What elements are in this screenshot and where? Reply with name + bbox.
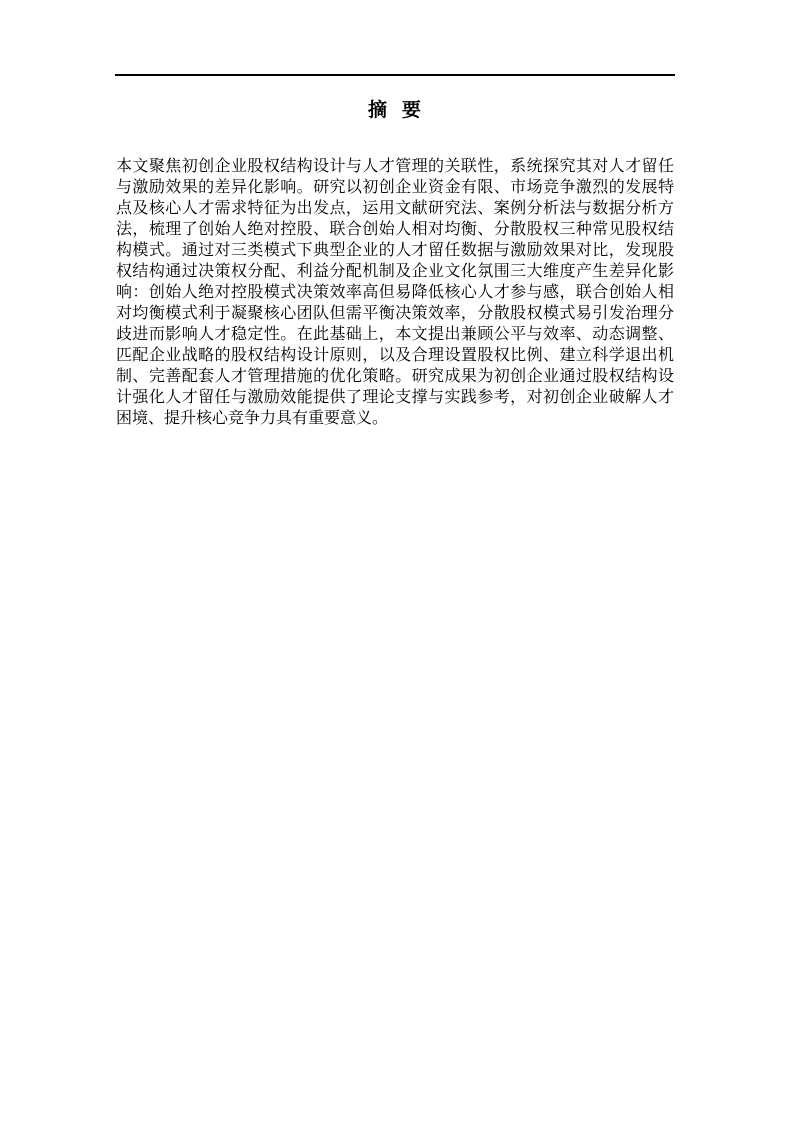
abstract-title: 摘 要 xyxy=(368,100,422,121)
abstract-paragraph: 本文聚焦初创企业股权结构设计与人才管理的关联性，系统探究其对人才留任与激励效果的差异化影响。研究以初创企业资金有限、市场竞争激烈的发展特点及核心人才需求特征为出发点，运用文献研究法、案例分析法与数据分析方法，梳理了创始人绝对控股、联合创始人相对均衡、分散股权三种常见股权结构模式。通过对三类模式下典型企业的人才留任数据与激励效果对比，发现股权结构通过决策权分配、利益分配机制及企业文化氛围三大维度产生差异化影响：创始人绝对控股模式决策效率高但易降低核心人才参与感，联合创始人相对均衡模式利于凝聚核心团队但需平衡决策效率，分散股权模式易引发治理分歧进而影响人才稳定性。在此基础上，本文提出兼顾公平与效率、动态调整、匹配企业战略的股权结构设计原则，以及合理设置股权比例、建立科学退出机制、完善配套人才管理措施的优化策略。研究成果为初创企业通过股权结构设计强化人才留任与激励效能提供了理论支撑与实践参考，对初创企业破解人才困境、提升核心竞争力具有重要意义。 xyxy=(116,158,674,427)
header-rule xyxy=(115,74,675,76)
